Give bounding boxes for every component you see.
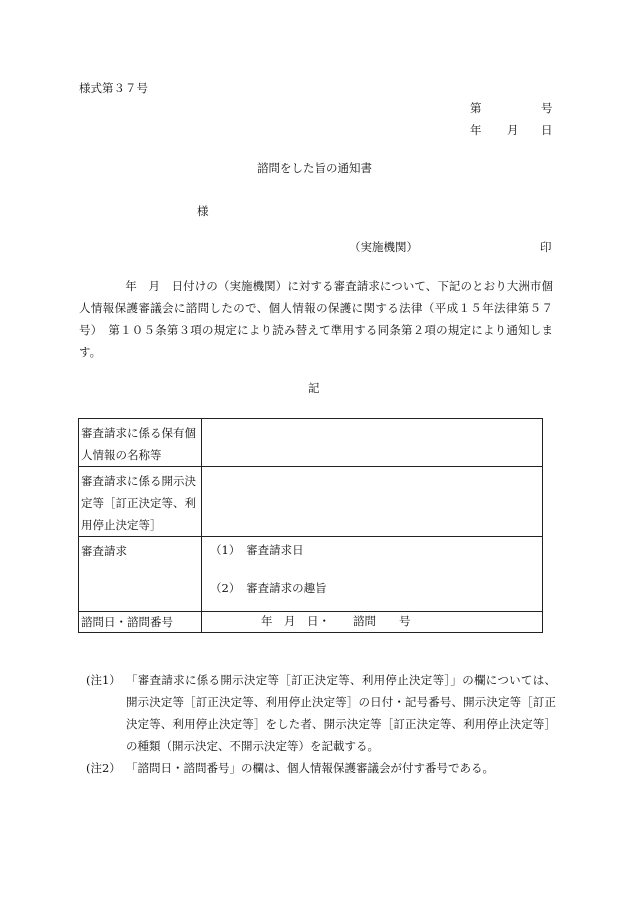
notes-section <box>86 669 556 779</box>
row-value-disclosure-decision <box>202 467 543 537</box>
row-value-personal-info <box>202 419 543 467</box>
table-row <box>79 612 543 633</box>
note-item <box>86 669 556 757</box>
row-label-inquiry-date: 諮問日・諮問番号 <box>79 612 202 633</box>
inquiry-date-number: 年 月 日・ 諮問 号 <box>261 614 411 628</box>
date-day-label: 日 <box>541 123 553 137</box>
issuing-agency: （実施機関） <box>349 240 418 254</box>
note-mark: (注1） <box>86 673 121 687</box>
document-title: 諮問をした旨の通知書 <box>257 161 372 175</box>
note-mark: (注2） <box>86 761 121 775</box>
row-value-inquiry-date <box>202 612 543 633</box>
form-number: 様式第３７号 <box>79 81 148 95</box>
note-item <box>86 757 556 779</box>
addressee-honorific: 様 <box>197 204 209 218</box>
date-month-label: 月 <box>507 123 519 137</box>
document-number-suffix: 号 <box>541 101 553 115</box>
seal-mark: 印 <box>540 240 552 254</box>
note-text: 「審査請求に係る開示決定等［訂正決定等、利用停止決定等］」の欄については、開示決定等［訂正決定等、利用停止決定等］の日付・記号番号、開示決定等［訂正決定等、利用停止決定等］をした者、開示決定等［訂正決定等、利用停止決定等］の種類（開示決定、不開示決定等）を記載する。 <box>126 673 556 753</box>
row-label-personal-info: 審査請求に係る保有個人情報の名称等 <box>79 419 202 467</box>
ki-heading: 記 <box>308 381 320 395</box>
table-row <box>79 467 543 537</box>
details-table <box>78 418 543 633</box>
review-request-purpose-item: （2） 審査請求の趣旨 <box>210 581 327 595</box>
table-row <box>79 537 543 612</box>
notification-body: 年 月 日付けの（実施機関）に対する審査請求について、下記のとおり大洲市個人情報保護審議会に諮問したので、個人情報の保護に関する法律（平成１５年法律第５７号） 第１０５条第３項の規定により読み替えて準用する同条第２項の規定により通知します。 <box>79 279 553 359</box>
date-year-label: 年 <box>470 123 482 137</box>
row-label-review-request: 審査請求 <box>79 537 202 612</box>
row-value-review-request <box>202 537 543 612</box>
table-row <box>79 419 543 467</box>
review-request-date-item: （1） 審査請求日 <box>210 543 304 557</box>
row-label-disclosure-decision: 審査請求に係る開示決定等［訂正決定等、利用停止決定等］ <box>79 467 202 537</box>
note-text: 「諮問日・諮問番号」の欄は、個人情報保護審議会が付す番号である。 <box>126 761 494 775</box>
document-number-prefix: 第 <box>470 101 482 115</box>
